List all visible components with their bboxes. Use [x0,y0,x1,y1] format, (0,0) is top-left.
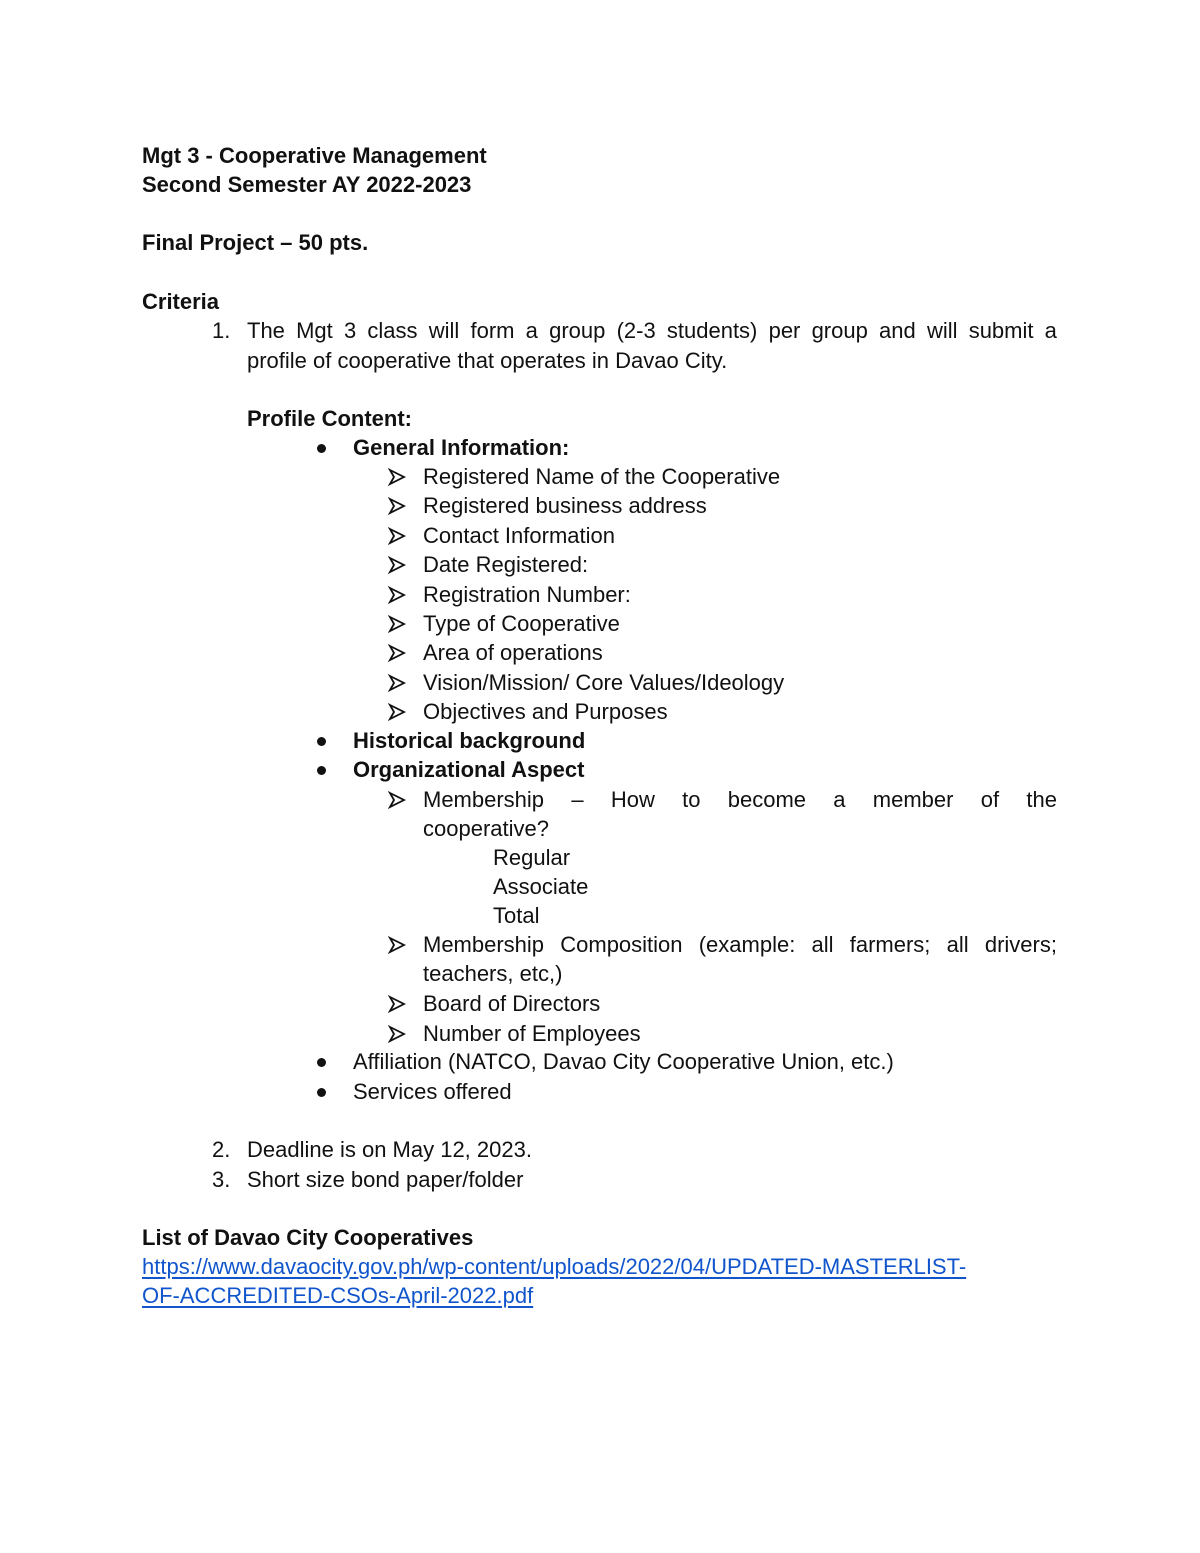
arrowhead-bullet-icon [388,644,406,662]
historical-background-label: Historical background [353,728,586,753]
general-information-label: General Information: [353,435,570,460]
item-1-word: 3 [343,318,357,343]
arrowhead-bullet-icon [388,468,406,486]
item-1-word: group [811,318,868,343]
membership-composition-line-1 [423,931,1057,959]
arrowhead-bullet-icon [388,791,406,809]
general-information-item: Registered Name of the Cooperative [423,464,781,489]
item-1-word: and [879,318,916,343]
arrowhead-bullet-icon [388,703,406,721]
general-information-item: Contact Information [423,523,615,548]
item-1-word: a [525,318,538,343]
membership-word: a [833,787,846,812]
general-information-item: Area of operations [423,640,603,665]
bullet-icon [317,1088,326,1097]
composition-word: all [811,932,834,957]
item-1-word: The [247,318,285,343]
project-title: Final Project – 50 pts. [142,230,369,255]
arrowhead-bullet-icon [388,586,406,604]
arrowhead-bullet-icon [388,936,406,954]
masterlist-link-line-2[interactable]: OF-ACCREDITED-CSOs-April-2022.pdf [142,1283,534,1308]
number-of-employees-item: Number of Employees [423,1021,641,1046]
membership-word: become [727,787,807,812]
paper-size-item: Short size bond paper/folder [247,1167,524,1192]
composition-word: Composition [560,932,683,957]
arrowhead-bullet-icon [388,1025,406,1043]
item-1-text-line-1 [247,317,1057,345]
composition-word: drivers; [984,932,1057,957]
item-1-word: students) [666,318,758,343]
item-1-number: 1. [212,318,231,343]
bullet-icon [317,444,326,453]
membership-word: How [610,787,655,812]
general-information-item: Type of Cooperative [423,611,620,636]
membership-word: to [682,787,701,812]
item-1-word: Mgt [296,318,333,343]
item-3-number: 3. [212,1167,231,1192]
composition-word: (example: [698,932,796,957]
membership-word: of [980,787,1000,812]
item-1-word: (2-3 [616,318,656,343]
semester-title: Second Semester AY 2022-2023 [142,172,472,197]
bullet-icon [317,737,326,746]
arrowhead-bullet-icon [388,674,406,692]
item-1-word: class [367,318,418,343]
composition-word: farmers; [849,932,931,957]
organizational-aspect-label: Organizational Aspect [353,757,585,782]
composition-word: all [946,932,969,957]
arrowhead-bullet-icon [388,556,406,574]
membership-word: – [571,787,584,812]
course-title: Mgt 3 - Cooperative Management [142,143,487,168]
item-1-word: per [768,318,801,343]
item-2-number: 2. [212,1137,231,1162]
item-1-word: group [549,318,606,343]
membership-composition-line-2: teachers, etc,) [423,961,563,986]
membership-type-associate: Associate [493,874,589,899]
affiliation-item: Affiliation (NATCO, Davao City Cooperative Union, etc.) [353,1049,894,1074]
cooperatives-list-heading: List of Davao City Cooperatives [142,1225,474,1250]
composition-word: Membership [423,932,545,957]
item-1-word: will [926,318,958,343]
membership-type-total: Total [493,903,540,928]
general-information-item: Date Registered: [423,552,589,577]
item-1-word: form [470,318,515,343]
bullet-icon [317,1058,326,1067]
board-of-directors-item: Board of Directors [423,991,601,1016]
services-offered-item: Services offered [353,1079,512,1104]
item-1-word: submit [968,318,1034,343]
arrowhead-bullet-icon [388,527,406,545]
general-information-item: Vision/Mission/ Core Values/Ideology [423,670,785,695]
arrowhead-bullet-icon [388,615,406,633]
item-1-word: a [1044,318,1057,343]
criteria-heading: Criteria [142,289,220,314]
item-1-text-line-2: profile of cooperative that operates in Davao City. [247,348,728,373]
item-1-word: will [428,318,460,343]
arrowhead-bullet-icon [388,995,406,1013]
general-information-item: Registered business address [423,493,707,518]
bullet-icon [317,766,326,775]
membership-type-regular: Regular [493,845,571,870]
masterlist-link-line-1[interactable]: https://www.davaocity.gov.ph/wp-content/uploads/2022/04/UPDATED-MASTERLIST- [142,1254,967,1279]
deadline-item: Deadline is on May 12, 2023. [247,1137,532,1162]
membership-word: member [872,787,954,812]
general-information-item: Registration Number: [423,582,631,607]
membership-word: Membership [423,787,545,812]
membership-word: the [1026,787,1057,812]
profile-content-heading: Profile Content: [247,406,412,431]
general-information-item: Objectives and Purposes [423,699,668,724]
membership-text-line-2: cooperative? [423,816,549,841]
arrowhead-bullet-icon [388,497,406,515]
membership-text-line-1 [423,786,1057,814]
